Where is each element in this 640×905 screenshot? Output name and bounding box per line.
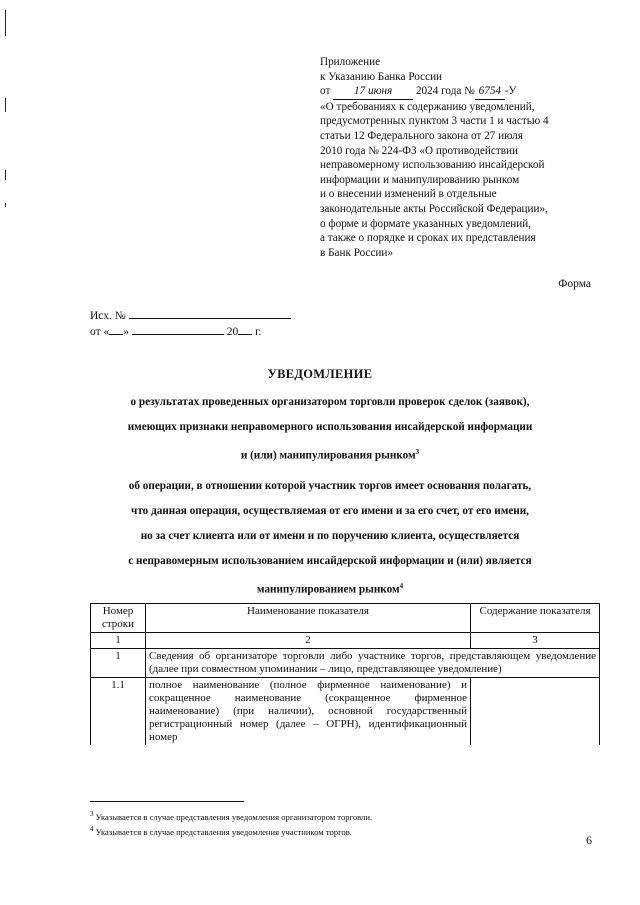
row-indicator-name: полное наименование (полное фирменное наименование) и сокращенное наименование (сокращенное фирменное наименование) (при наличии), основной государственный регистрационный номер (далее – ОГРН), идентификационный номер [146, 678, 471, 746]
subtitle-participant [60, 474, 600, 603]
footnote-separator [90, 801, 244, 802]
outgoing-number-blank[interactable] [129, 308, 291, 319]
scan-mark [5, 203, 6, 207]
appendix-line: и о внесении изменений в отдельные [320, 188, 497, 201]
appendix-date-handwritten: 17 июня [333, 84, 413, 100]
outgoing-number-label: Исх. № [90, 310, 126, 322]
appendix-line: к Указанию Банка России [320, 70, 443, 83]
page-number: 6 [586, 833, 592, 847]
form-label: Форма [558, 278, 591, 290]
appendix-line: в Банк России» [320, 246, 394, 259]
appendix-line: Приложение [320, 56, 381, 68]
outgoing-date-prefix: от « [90, 326, 110, 338]
appendix-number-handwritten: 6754 [475, 84, 505, 100]
footnote: $^3$ Указывается в случае представления уведомления организатором торговли. [90, 810, 373, 822]
outgoing-number-line [90, 308, 291, 324]
appendix-line: о форме и формате указанных уведомлений, [320, 217, 532, 230]
subtitle-line: имеющих признаки неправомерного использования инсайдерской информации [127, 421, 533, 433]
scan-mark [5, 10, 6, 36]
appendix-date-line [320, 84, 620, 100]
table-column-numbers-row [91, 633, 600, 649]
footnote-ref: 3 [415, 448, 420, 456]
subtitle-line: с неправомерным использованием инсайдерской информации и (или) является [128, 555, 532, 567]
row-indicator-value[interactable] [471, 678, 600, 746]
appendix-line: «О требованиях к содержанию уведомлений, [320, 100, 535, 113]
outgoing-year-suffix: г. [255, 326, 262, 338]
scan-mark [5, 170, 6, 180]
subtitle-line: о результатах проведенных организатором торговли проверок сделок (заявок), [130, 396, 530, 408]
appendix-line: информации и манипулированию рынком [320, 173, 520, 186]
outgoing-year-blank[interactable] [238, 324, 252, 335]
header-indicator-value: Содержание показателя [471, 604, 600, 633]
subtitle-line: об операции, в отношении которой участник торгов имеет основания полагать, [128, 480, 532, 492]
subtitle-line: что данная операция, осуществляемая от его имени и за его счет, от его имени, [131, 505, 529, 517]
outgoing-year-prefix: 20 [226, 326, 239, 338]
appendix-line: законодательные акты Российской Федерации», [320, 202, 548, 215]
appendix-number-suffix: -У [504, 85, 517, 98]
table-row [91, 649, 600, 678]
outgoing-day-blank[interactable] [109, 324, 123, 335]
header-row-number: Номер строки [91, 604, 146, 633]
outgoing-date-mid: » [123, 326, 129, 338]
appendix-line: предусмотренных пунктом 3 части 1 и частью 4 [320, 115, 549, 128]
appendix-year-text: 2024 года № [415, 85, 475, 98]
outgoing-month-blank[interactable] [132, 324, 224, 335]
row-section-heading: Сведения об организаторе торговли либо участнике торгов, представляющем уведомление (далее при совместном упоминании – лицо, представляющее уведомление) [146, 649, 600, 678]
row-number: 1 [91, 649, 146, 678]
table-row [91, 678, 600, 746]
outgoing-date-line [90, 324, 291, 340]
appendix-line: 2010 года № 224-ФЗ «О противодействии [320, 144, 519, 157]
outgoing-reference [90, 308, 291, 340]
column-number: 2 [146, 633, 471, 649]
row-number: 1.1 [91, 678, 146, 746]
table-header-row [91, 604, 600, 633]
appendix-header [320, 55, 620, 260]
subtitle-line: и (или) манипулирования рынком$^3$ [240, 448, 420, 462]
document-title: УВЕДОМЛЕНИЕ [267, 367, 373, 381]
indicator-table [90, 603, 600, 745]
appendix-date-prefix: от [320, 85, 331, 98]
subtitle-organizer [60, 390, 600, 469]
appendix-line: статьи 12 Федерального закона от 27 июля [320, 129, 523, 142]
subtitle-line: но за счет клиента или от имени и по поручению клиента, осуществляется [140, 530, 520, 542]
header-indicator-name: Наименование показателя [146, 604, 471, 633]
footnote-ref: 4 [399, 582, 404, 590]
subtitle-line: манипулированием рынком$^4$ [256, 582, 404, 596]
appendix-line: неправомерному использованию инсайдерской [320, 159, 545, 172]
appendix-line: а также о порядке и сроках их представления [320, 232, 536, 245]
scan-mark [5, 98, 6, 112]
footnote: $^4$ Указывается в случае представления уведомления участником торгов. [90, 825, 352, 838]
column-number: 1 [91, 633, 146, 649]
column-number: 3 [471, 633, 600, 649]
footnotes [90, 808, 372, 839]
